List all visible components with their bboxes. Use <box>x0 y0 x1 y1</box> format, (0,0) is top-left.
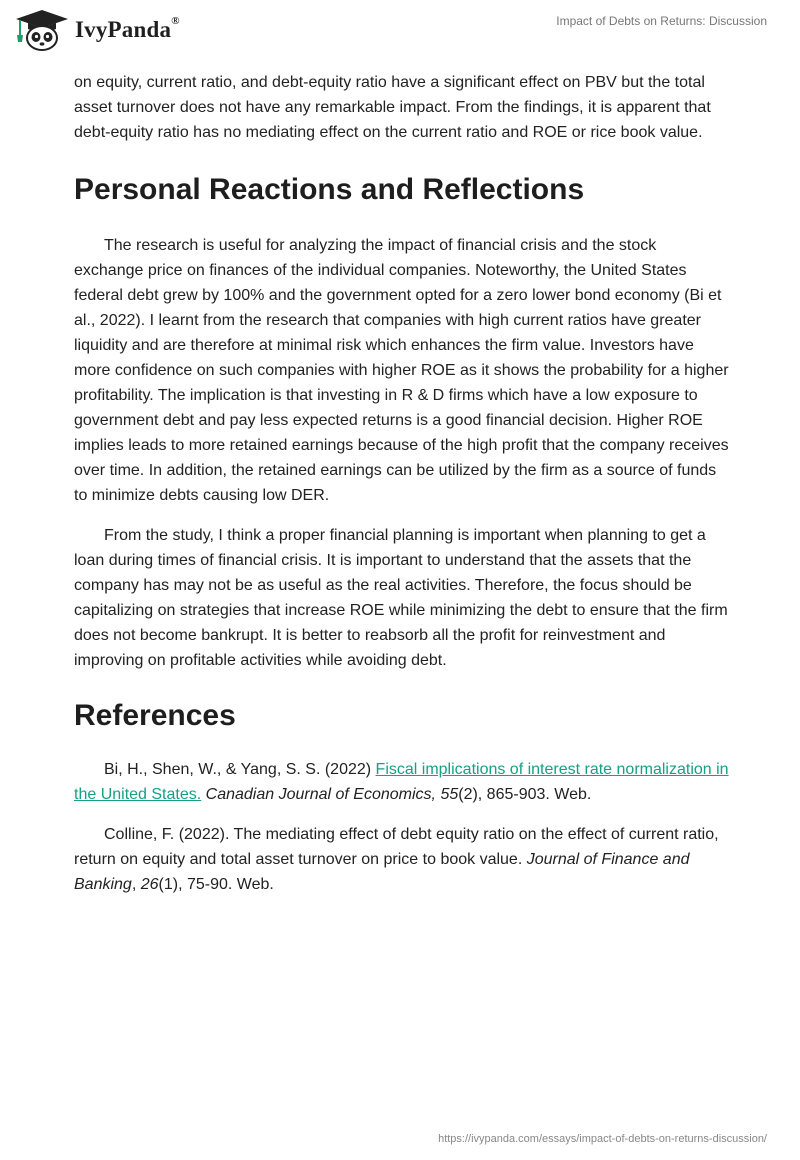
panda-graduate-icon <box>14 9 70 51</box>
reflections-paragraph-2: From the study, I think a proper financial planning is important when planning to get a loan during times of financial crisis. It is important to understand that the assets that the company has may not be as useful as the real activities. Therefore, the focus should be capitalizing on strategies that increase ROE while minimizing the debt to ensure that the firm does not become bankrupt. It is better to reabsorb all the profit for reinvestment and improving on profitable activities while avoiding debt. <box>74 527 728 669</box>
reference-link[interactable]: Fiscal implications of interest rate normalization in the United States. <box>74 761 729 803</box>
registered-mark: ® <box>171 15 180 28</box>
section-heading-reflections: Personal Reactions and Reflections <box>74 173 585 206</box>
reference-entry: Bi, H., Shen, W., & Yang, S. S. (2022) Fiscal implications of interest rate normalization in the United States. Canadian Journal of Economics, 55(2), 865-903. Web. <box>74 761 729 803</box>
reference-entry: Colline, F. (2022). The mediating effect of debt equity ratio on the effect of current ratio, return on equity and total asset turnover on price to book value. Journal of Finance and Banking, 26(1), 75-90. Web. <box>74 826 719 893</box>
reflections-paragraph-1: The research is useful for analyzing the impact of financial crisis and the stock exchange price on finances of the individual companies. Noteworthy, the United States federal debt grew by 100% and the government opted for a zero lower bond economy (Bi et al., 2022). I learnt from the research that companies with high current ratios have greater liquidity and are therefore at minimal risk which enhances the firm value. Investors have more confidence on such companies with higher ROE as it shows the probability for a higher profitability. The implication is that investing in R & D firms which have a low exposure to government debt and pay less expected returns is a good financial decision. Higher ROE implies leads to more retained earnings because of the high profit that the company receives over time. In addition, the retained earnings can be utilized by the firm as a source of funds to minimize debts causing low DER. <box>74 237 729 504</box>
footer-url[interactable]: https://ivypanda.com/essays/impact-of-debts-on-returns-discussion/ <box>438 1133 767 1145</box>
essay-content <box>74 70 730 897</box>
page-header <box>0 0 800 70</box>
intro-paragraph: on equity, current ratio, and debt-equity ratio have a significant effect on PBV but the total asset turnover does not have any remarkable impact. From the findings, it is apparent that debt-equity ratio has no mediating effect on the current ratio and ROE or rice book value. <box>74 74 711 141</box>
section-heading-references: References <box>74 699 236 732</box>
document-title: Impact of Debts on Returns: Discussion <box>556 14 767 28</box>
brand-name: IvyPanda® <box>75 15 180 42</box>
site-logo[interactable] <box>14 9 180 51</box>
